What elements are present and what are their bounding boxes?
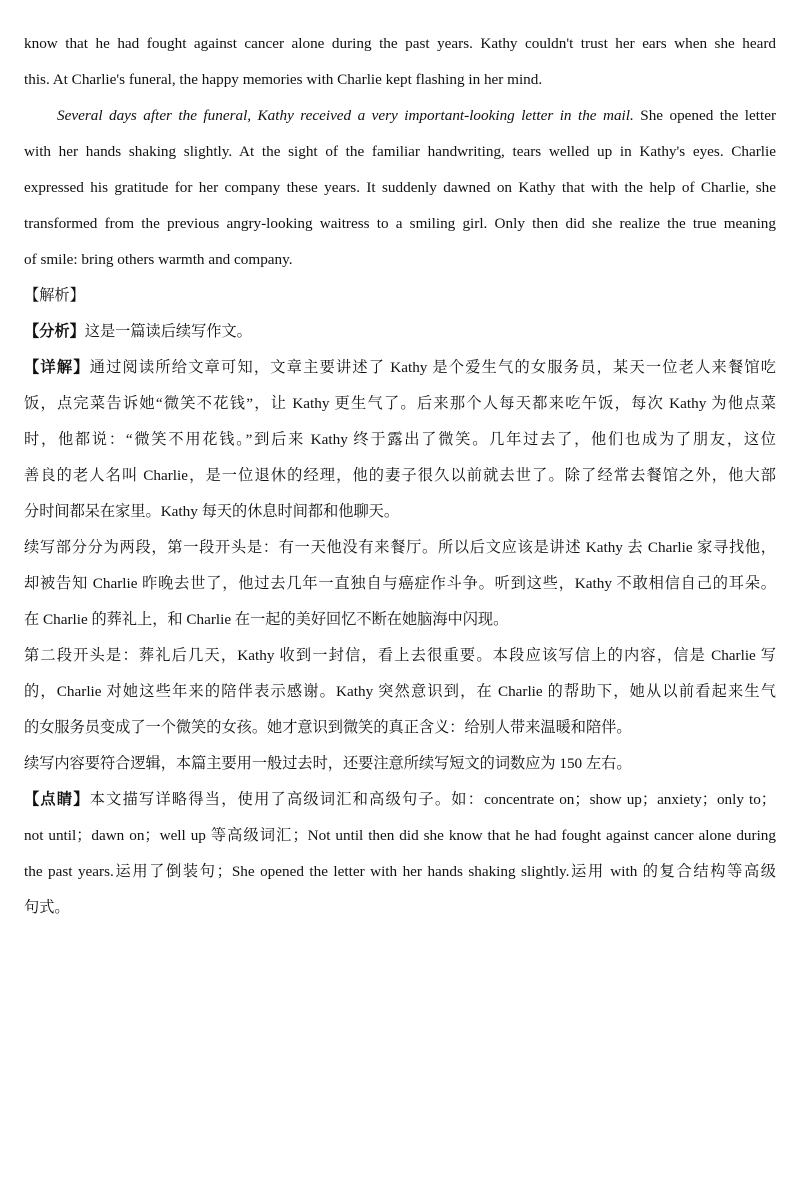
analysis-line: 却被告知 Charlie 昨晚去世了，他过去几年一直独自与癌症作斗争。听到这些，Kathy 不敢相信自己的耳朵。 bbox=[24, 575, 776, 592]
dianjing-line bbox=[24, 782, 776, 818]
essay-line: expressed his gratitude for her company these years. It suddenly dawned on Kathy that with the help of Charlie, she bbox=[24, 179, 776, 196]
analysis-line: 的，Charlie 对她这些年来的陪伴表示感谢。Kathy 突然意识到，在 Charlie 的帮助下，她从以前看起来生气 bbox=[24, 683, 776, 700]
fenxi-label: 【分析】 bbox=[24, 323, 85, 340]
essay-line: this. At Charlie's funeral, the happy memories with Charlie kept flashing in her mind. bbox=[24, 71, 543, 88]
essay-line: with her hands shaking slightly. At the sight of the familiar handwriting, tears welled up in Kathy's eyes. Charlie bbox=[24, 143, 776, 160]
xiangjie-line bbox=[24, 350, 776, 386]
essay-line: know that he had fought against cancer alone during the past years. Kathy couldn't trust her ears when she heard bbox=[24, 35, 776, 52]
analysis-line: 时，他都说：“微笑不用花钱。”到后来 Kathy 终于露出了微笑。几年过去了，他们也成为了朋友，这位 bbox=[24, 431, 776, 448]
analysis-line: 句式。 bbox=[24, 899, 70, 916]
xiangjie-label: 【详解】 bbox=[24, 359, 90, 376]
analysis-line: 第二段开头是：葬礼后几天，Kathy 收到一封信，看上去很重要。本段应该写信上的内容，信是 Charlie 写 bbox=[24, 647, 776, 664]
essay-line: of smile: bring others warmth and company. bbox=[24, 251, 293, 268]
essay-line: transformed from the previous angry-looking waitress to a smiling girl. Only then did she realize the true meaning bbox=[24, 215, 776, 232]
essay-text: She opened the letter bbox=[633, 107, 776, 124]
dianjing-text: 本文描写详略得当，使用了高级词汇和高级句子。如：concentrate on；show up；anxiety；only to； bbox=[89, 791, 776, 808]
analysis-line: 续写部分分为两段，第一段开头是：有一天他没有来餐厅。所以后文应该是讲述 Kathy 去 Charlie 家寻找他， bbox=[24, 539, 776, 556]
analysis-line: 的女服务员变成了一个微笑的女孩。她才意识到微笑的真正含义：给别人带来温暖和陪伴。 bbox=[24, 719, 632, 736]
xiangjie-text: 通过阅读所给文章可知，文章主要讲述了 Kathy 是个爱生气的女服务员，某天一位老人来餐馆吃 bbox=[89, 359, 776, 376]
analysis-heading: 【解析】 bbox=[24, 287, 85, 304]
analysis-line: 善良的老人名叫 Charlie，是一位退休的经理，他的妻子很久以前就去世了。除了经常去餐馆之外，他大部 bbox=[24, 467, 776, 484]
analysis-line: the past years.运用了倒装句；She opened the letter with her hands shaking slightly.运用 with 的复合结构等高级 bbox=[24, 863, 776, 880]
italic-sentence: Several days after the funeral, Kathy received a very important-looking letter in the mail. bbox=[57, 107, 634, 124]
analysis-line: 在 Charlie 的葬礼上，和 Charlie 在一起的美好回忆不断在她脑海中闪现。 bbox=[24, 611, 509, 628]
dianjing-label: 【点睛】 bbox=[24, 791, 90, 808]
analysis-line: 饭，点完菜告诉她“微笑不花钱”，让 Kathy 更生气了。后来那个人每天都来吃午饭，每次 Kathy 为他点菜 bbox=[24, 395, 776, 412]
fenxi-text: 这是一篇读后续写作文。 bbox=[84, 323, 252, 340]
fenxi-line bbox=[24, 314, 776, 350]
analysis-line: 分时间都呆在家里。Kathy 每天的休息时间都和他聊天。 bbox=[24, 503, 400, 520]
analysis-line: not until；dawn on；well up 等高级词汇；Not until then did she know that he had fought against cancer alone during bbox=[24, 827, 776, 844]
document-page bbox=[24, 26, 776, 926]
essay-paragraph-start bbox=[24, 98, 776, 134]
summary-line: 续写内容要符合逻辑，本篇主要用一般过去时，还要注意所续写短文的词数应为 150 左右。 bbox=[24, 755, 632, 772]
